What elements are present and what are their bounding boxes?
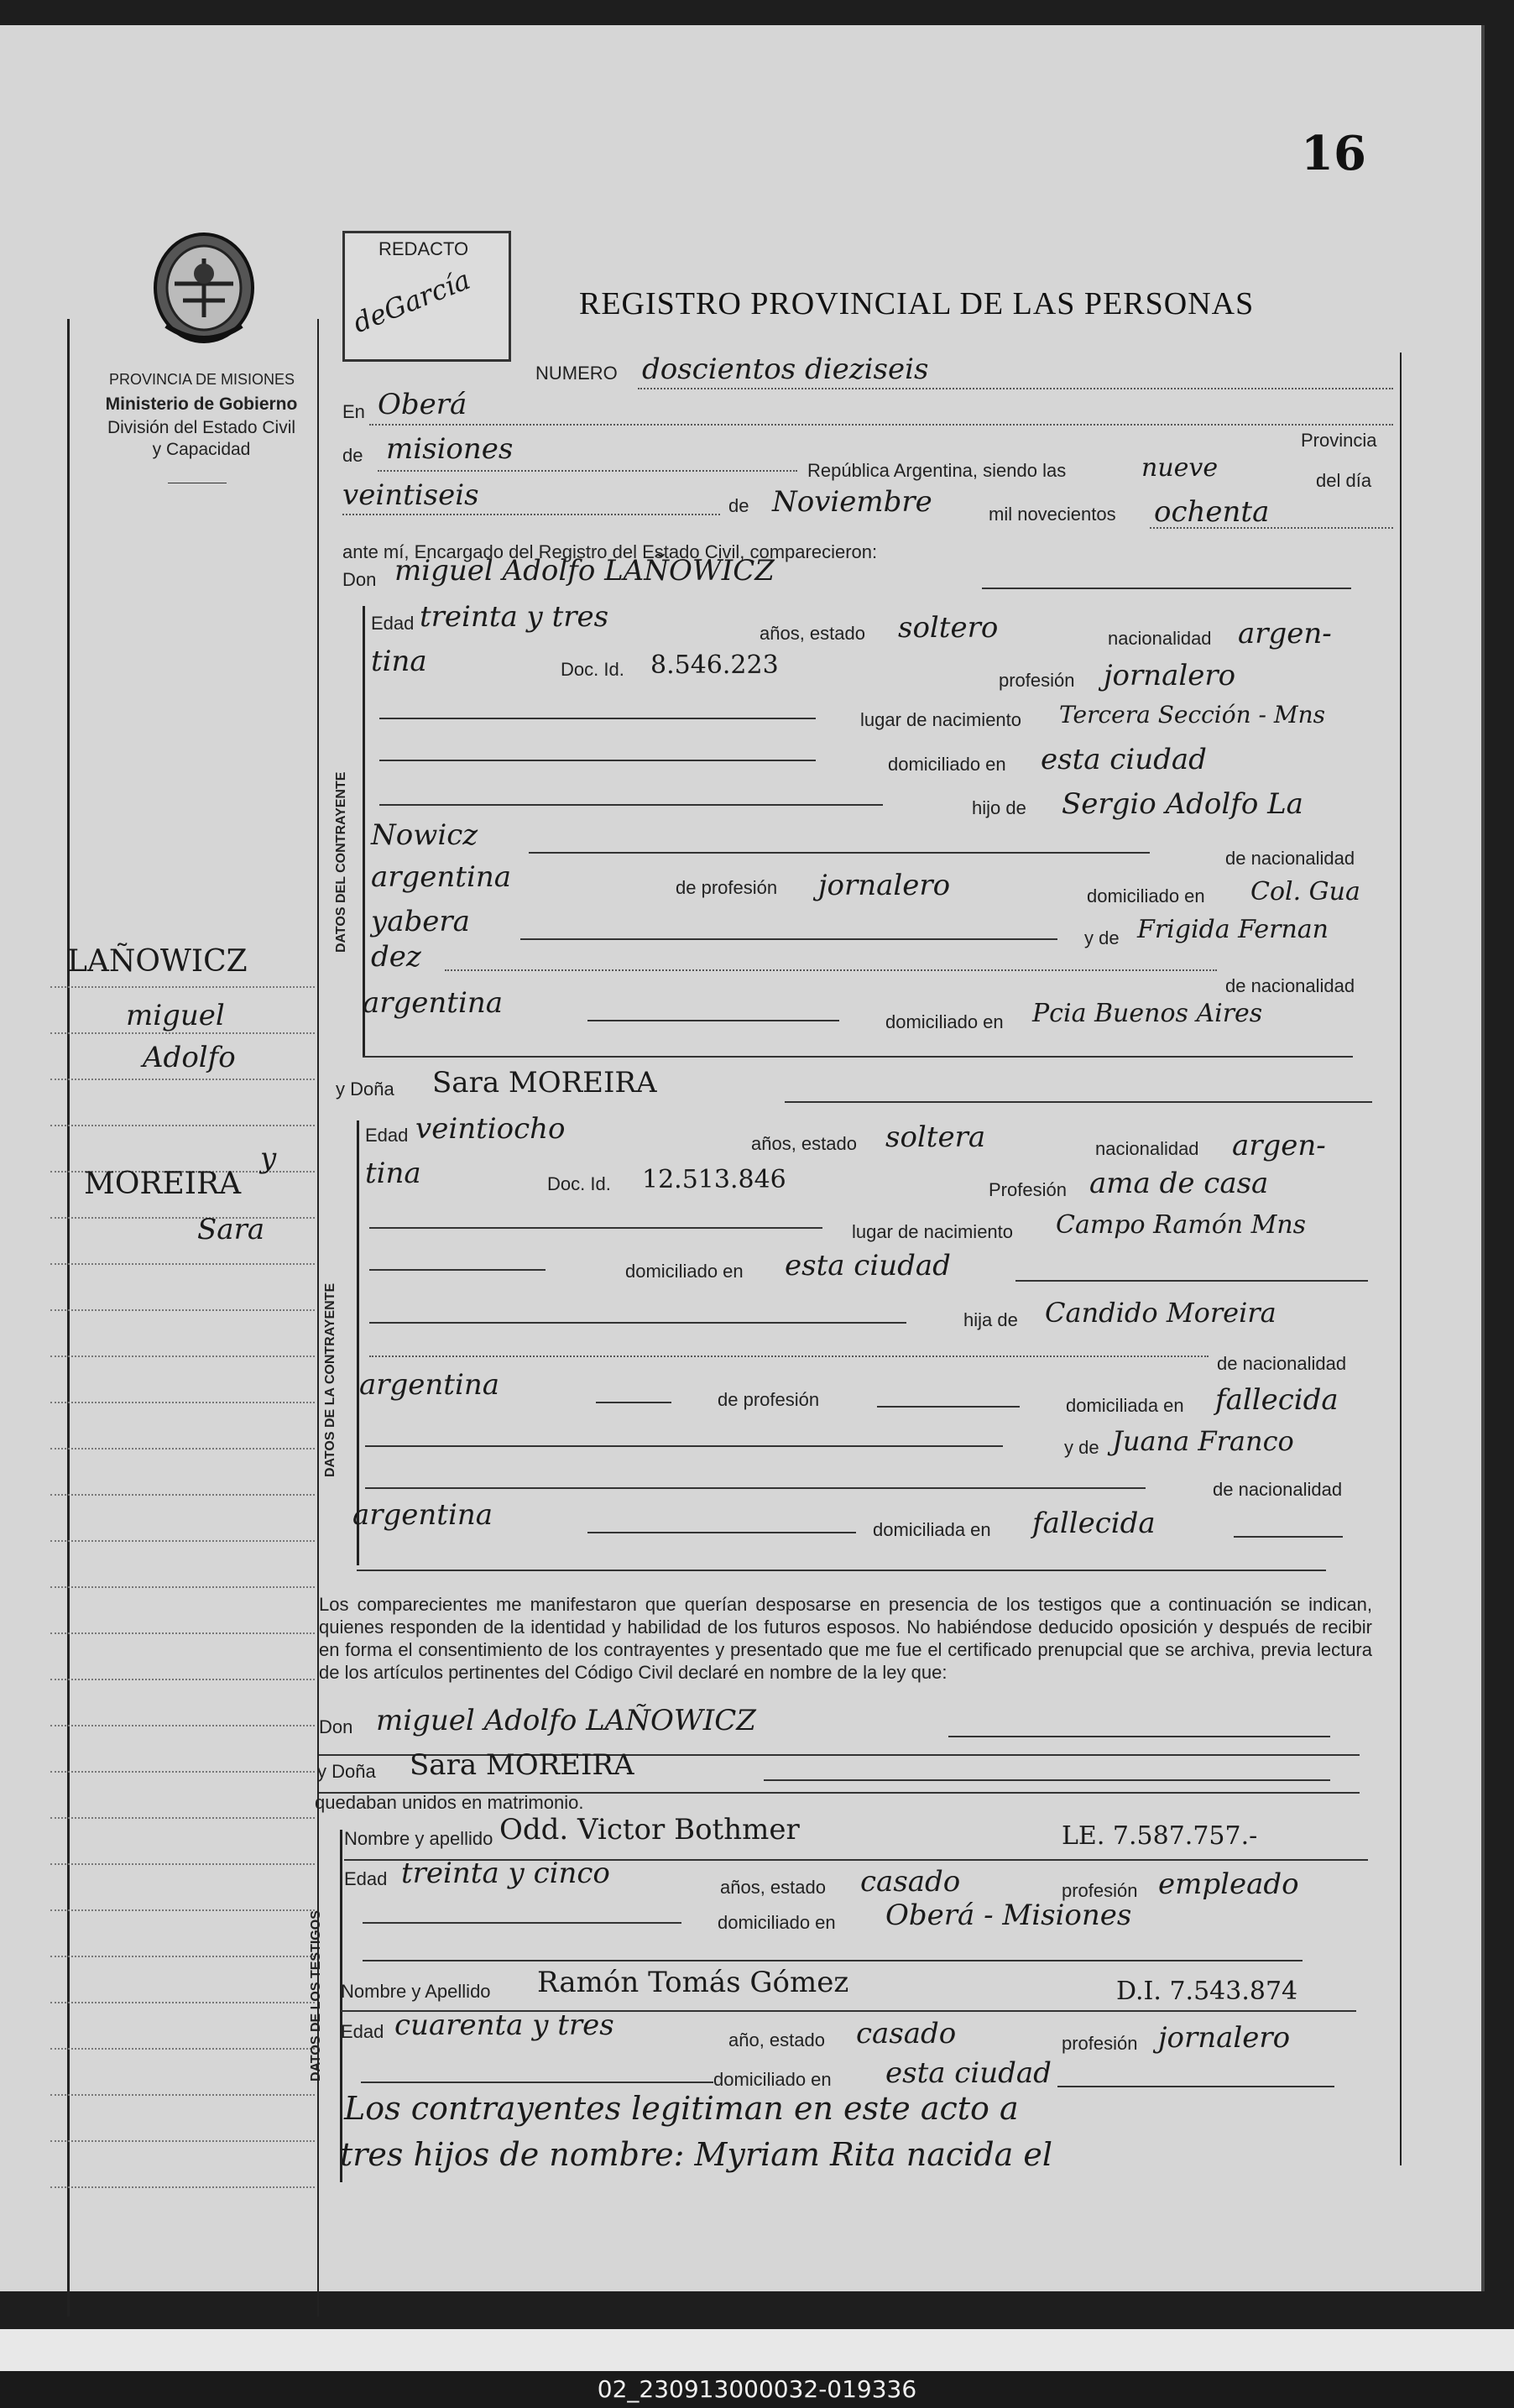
c-nac-label: nacionalidad (1108, 628, 1212, 649)
testigos-side-label: DATOS DE LOS TESTIGOS (309, 1910, 323, 2082)
t1-domic-value: Oberá - Misiones (885, 1899, 1132, 1932)
c-edad-value: treinta y tres (420, 600, 609, 634)
mil-label: mil novecientos (989, 504, 1116, 525)
fill-rule (369, 1269, 546, 1271)
margin-rule (50, 1125, 315, 1126)
fill-rule (1015, 1280, 1368, 1282)
margin-rule (50, 2048, 315, 2050)
issuer-line3: División del Estado Civil (107, 418, 296, 437)
margin-rule (50, 986, 315, 988)
f-lugar-value: Campo Ramón Mns (1056, 1210, 1307, 1240)
fill-rule (1234, 1536, 1343, 1538)
en-value: Oberá (378, 388, 467, 421)
margin-rule (50, 2186, 315, 2188)
scan-bottom-strip (0, 2329, 1514, 2371)
f-madre-value: Juana Franco (1112, 1425, 1294, 1457)
fill-rule (587, 1532, 856, 1533)
redacto-stamp (342, 231, 511, 362)
republica-text: República Argentina, siendo las (807, 460, 1067, 481)
hora-value: nueve (1141, 453, 1219, 483)
t2-prof-value: jornalero (1158, 2021, 1291, 2055)
fill-rule (379, 760, 816, 761)
f-edad-value: veintiocho (415, 1112, 566, 1146)
f-domic-label: domiciliado en (625, 1261, 744, 1282)
f-nac-value-2: tina (365, 1157, 421, 1190)
stamp-signature: deGarcía (348, 263, 475, 340)
c-padre-value-2: Nowicz (371, 818, 478, 852)
t1-anios-label: años, estado (720, 1877, 826, 1898)
t1-estado-value: casado (860, 1865, 961, 1899)
c-edad-label: Edad (371, 613, 415, 634)
t1-nombre-label: Nombre y apellido (344, 1828, 493, 1849)
margin-rule (50, 1586, 315, 1588)
dona-value: Sara MOREIRA (432, 1066, 657, 1100)
fill-rule (587, 1020, 839, 1021)
fill-rule (785, 1101, 1372, 1103)
fill-rule (520, 938, 1057, 940)
c-doc-label: Doc. Id. (561, 659, 624, 680)
c-lugar-label: lugar de nacimiento (860, 709, 1022, 730)
fill-rule (877, 1406, 1020, 1408)
t2-domic-label: domiciliado en (713, 2069, 832, 2090)
testigos-bracket (340, 1830, 342, 2182)
fill-rule (1057, 2086, 1334, 2087)
margin-rule (50, 1494, 315, 1496)
c-lugar-value: Tercera Sección - Mns (1059, 701, 1325, 729)
conclusion-dona-label: y Doña (317, 1761, 376, 1782)
c-hijo-label: hijo de (972, 797, 1026, 818)
f-lugar-label: lugar de nacimiento (852, 1221, 1014, 1242)
c-padre-nac-label: de nacionalidad (1225, 848, 1355, 869)
contrayente-side-label: DATOS DEL CONTRAYENTE (334, 771, 348, 953)
fill-rule (363, 1922, 681, 1924)
c-estado-value: soltero (898, 611, 999, 645)
f-madre-domic-label: domiciliada en (873, 1519, 991, 1540)
margin-rule (50, 1863, 315, 1865)
margin-rule (50, 1032, 315, 1034)
margin-conjunction: y (260, 1141, 277, 1175)
margin-rule (50, 1817, 315, 1819)
f-padre-domic-label: domiciliada en (1066, 1395, 1184, 1416)
c-madre-domic-value: Pcia Buenos Aires (1032, 999, 1263, 1028)
unidos-text: quedaban unidos en matrimonio. (315, 1792, 584, 1813)
dotted-line (369, 424, 1393, 426)
f-doc-label: Doc. Id. (547, 1173, 611, 1194)
c-padre-value-1: Sergio Adolfo La (1062, 787, 1303, 821)
t2-edad-value: cuarenta y tres (394, 2008, 614, 2042)
f-padre-nac-value: argentina (359, 1368, 500, 1402)
f-y-de-label: y de (1064, 1437, 1099, 1458)
c-padre-nac-value: argentina (371, 860, 512, 894)
fill-rule (596, 1402, 671, 1403)
c-nac-value-1: argen- (1238, 617, 1332, 650)
c-padre-prof-value: jornalero (818, 869, 951, 902)
c-domic-label: domiciliado en (888, 754, 1006, 775)
de2-label: de (728, 495, 749, 516)
margin-rule (50, 1632, 315, 1634)
margin-rule (50, 1771, 315, 1773)
margin-rule (50, 1402, 315, 1403)
c-madre-value-2: dez (371, 940, 421, 974)
margin-name-2: Adolfo (143, 1041, 236, 1074)
margin-rule (50, 1263, 315, 1265)
numero-value: doscientos dieziseis (642, 353, 929, 386)
fill-rule (369, 1322, 906, 1324)
f-prof-label: Profesión (989, 1179, 1067, 1200)
issuer-line4: y Capacidad (152, 440, 251, 459)
margin-rule (50, 1309, 315, 1311)
t2-nombre-label: Nombre y Apellido (341, 1981, 491, 2002)
t2-prof-label: profesión (1062, 2033, 1138, 2054)
f-padre-domic-value: fallecida (1215, 1383, 1339, 1417)
conclusion-dona-value: Sara MOREIRA (410, 1748, 634, 1782)
mes-value: Noviembre (772, 485, 932, 519)
f-madre-domic-value: fallecida (1032, 1507, 1156, 1540)
margin-rule (50, 1679, 315, 1680)
f-domic-value: esta ciudad (785, 1249, 951, 1282)
c-padre-domic-value-2: yabera (371, 905, 470, 938)
annotation-line1: Los contrayentes legitiman en este acto a (344, 2090, 1019, 2127)
dia-label: del día (1316, 470, 1372, 491)
t2-edad-label: Edad (341, 2021, 384, 2042)
fill-rule (948, 1736, 1330, 1737)
margin-rule (50, 1725, 315, 1726)
t1-prof-label: profesión (1062, 1880, 1138, 1901)
c-padre-prof-label: de profesión (676, 877, 778, 898)
c-prof-value: jornalero (1104, 659, 1236, 692)
t1-edad-value: treinta y cinco (401, 1857, 610, 1890)
margin-rule (50, 1540, 315, 1542)
provincial-seal-icon (149, 225, 258, 347)
f-madre-nac-value: argentina (352, 1498, 493, 1532)
margin-rule (50, 2094, 315, 2096)
f-padre-value: Candido Moreira (1045, 1297, 1276, 1329)
fill-rule (361, 2082, 713, 2083)
provincia-label: Provincia (1301, 430, 1377, 451)
f-madre-nac-label: de nacionalidad (1213, 1479, 1343, 1500)
fill-rule (982, 588, 1351, 589)
margin-rule (50, 2002, 315, 2003)
dotted-line (378, 470, 797, 472)
f-padre-prof-label: de profesión (718, 1389, 820, 1410)
dona-label: y Doña (336, 1079, 394, 1100)
f-estado-value: soltera (885, 1120, 986, 1154)
ante-text: ante mí, Encargado del Registro del Estado Civil, comparecieron: (342, 541, 878, 562)
en-label: En (342, 401, 365, 422)
c-madre-value-1: Frigida Fernan (1137, 915, 1329, 944)
c-nac-value-2: tina (371, 645, 427, 678)
f-doc-value: 12.513.846 (642, 1165, 786, 1194)
t1-nombre-value: Odd. Victor Bothmer (499, 1813, 800, 1846)
left-border (67, 319, 70, 2317)
f-padre-nac-label: de nacionalidad (1217, 1353, 1347, 1374)
c-y-de-label: y de (1084, 927, 1120, 948)
dotted-line (445, 969, 1217, 971)
margin-name-3: Sara (197, 1213, 265, 1246)
margin-surname-1: LAÑOWICZ (67, 944, 248, 979)
document-title: REGISTRO PROVINCIAL DE LAS PERSONAS (579, 286, 1255, 321)
fill-rule (363, 1056, 1353, 1058)
dotted-line (638, 388, 1393, 389)
don-label: Don (342, 569, 377, 590)
t2-estado-value: casado (856, 2017, 957, 2050)
c-padre-domic-value-1: Col. Gua (1250, 877, 1360, 906)
c-domic-value: esta ciudad (1041, 743, 1207, 776)
margin-name-1: miguel (126, 999, 225, 1032)
fill-rule (764, 1779, 1330, 1781)
fill-rule (365, 1487, 1146, 1489)
statement-paragraph: Los comparecientes me manifestaron que querían desposarse en presencia de los testigos que a continuación se indican, quienes responden de la identidad y habilidad de los futuros esposos. No habiéndose deducido oposición y después de recibir en forma el consentimiento de los contrayentes y presentado que me fue el certificado prenupcial que se archiva, previa lectura de los artículos pertinentes del Código Civil declaré en nombre de la ley que: (319, 1594, 1372, 1683)
dotted-line (342, 514, 720, 515)
c-madre-nac-value: argentina (363, 986, 504, 1020)
c-madre-domic-label: domiciliado en (885, 1011, 1004, 1032)
c-doc-value: 8.546.223 (650, 650, 779, 680)
c-madre-nac-label: de nacionalidad (1225, 975, 1355, 996)
right-border (1400, 353, 1402, 2165)
margin-rule (50, 2140, 315, 2142)
image-id-label: 02_230913000032-019336 (0, 2371, 1514, 2408)
c-anios-label: años, estado (760, 623, 865, 644)
c-prof-label: profesión (999, 670, 1075, 691)
margin-rule (50, 1909, 315, 1911)
t2-anios-label: año, estado (728, 2029, 825, 2050)
issuer-line2: Ministerio de Gobierno (105, 394, 298, 414)
t2-domic-value: esta ciudad (885, 2056, 1052, 2090)
margin-rule (50, 1217, 315, 1219)
dotted-line (369, 1355, 1209, 1357)
anio-value: ochenta (1154, 495, 1270, 529)
de-value: misiones (386, 432, 514, 466)
dia-value: veintiseis (342, 478, 479, 512)
t1-prof-value: empleado (1158, 1867, 1299, 1901)
fill-rule (529, 852, 1150, 854)
f-prof-value: ama de casa (1089, 1167, 1269, 1200)
annotation-line2: tres hijos de nombre: Myriam Rita nacida el (340, 2136, 1053, 2173)
margin-rule (50, 1355, 315, 1357)
margin-rule (50, 1956, 315, 1957)
margin-rule (50, 1079, 315, 1080)
c-padre-domic-label: domiciliado en (1087, 885, 1205, 906)
numero-label: NUMERO (535, 363, 618, 384)
fill-rule (379, 804, 883, 806)
t1-edad-label: Edad (344, 1868, 388, 1889)
f-edad-label: Edad (365, 1125, 409, 1146)
fill-rule (379, 718, 816, 719)
contrayenta-side-label: DATOS DE LA CONTRAYENTE (323, 1282, 337, 1477)
conclusion-don-label: Don (319, 1716, 353, 1737)
t2-nombre-value: Ramón Tomás Gómez (537, 1966, 849, 1999)
page-number: 16 (1301, 126, 1366, 181)
f-hija-label: hija de (963, 1309, 1018, 1330)
issuer-line1: PROVINCIA DE MISIONES (108, 371, 295, 388)
conclusion-don-value: miguel Adolfo LAÑOWICZ (376, 1704, 756, 1737)
margin-rule (50, 1448, 315, 1450)
dotted-line (1150, 527, 1393, 529)
fill-rule (363, 1960, 1303, 1961)
stamp-label: REDACTO (378, 238, 469, 259)
f-anios-label: años, estado (751, 1133, 857, 1154)
margin-surname-2: MOREIRA (84, 1167, 242, 1201)
f-nac-label: nacionalidad (1095, 1138, 1199, 1159)
de-label: de (342, 445, 363, 466)
don-value: miguel Adolfo LAÑOWICZ (394, 554, 775, 588)
fill-rule (369, 1227, 822, 1229)
fill-rule (357, 1570, 1326, 1571)
t2-doc-value: D.I. 7.543.874 (1116, 1977, 1298, 2006)
fill-rule (365, 1445, 1003, 1447)
f-nac-value-1: argen- (1232, 1129, 1326, 1162)
t1-doc-value: LE. 7.587.757.- (1062, 1821, 1258, 1851)
t1-domic-label: domiciliado en (718, 1912, 836, 1933)
